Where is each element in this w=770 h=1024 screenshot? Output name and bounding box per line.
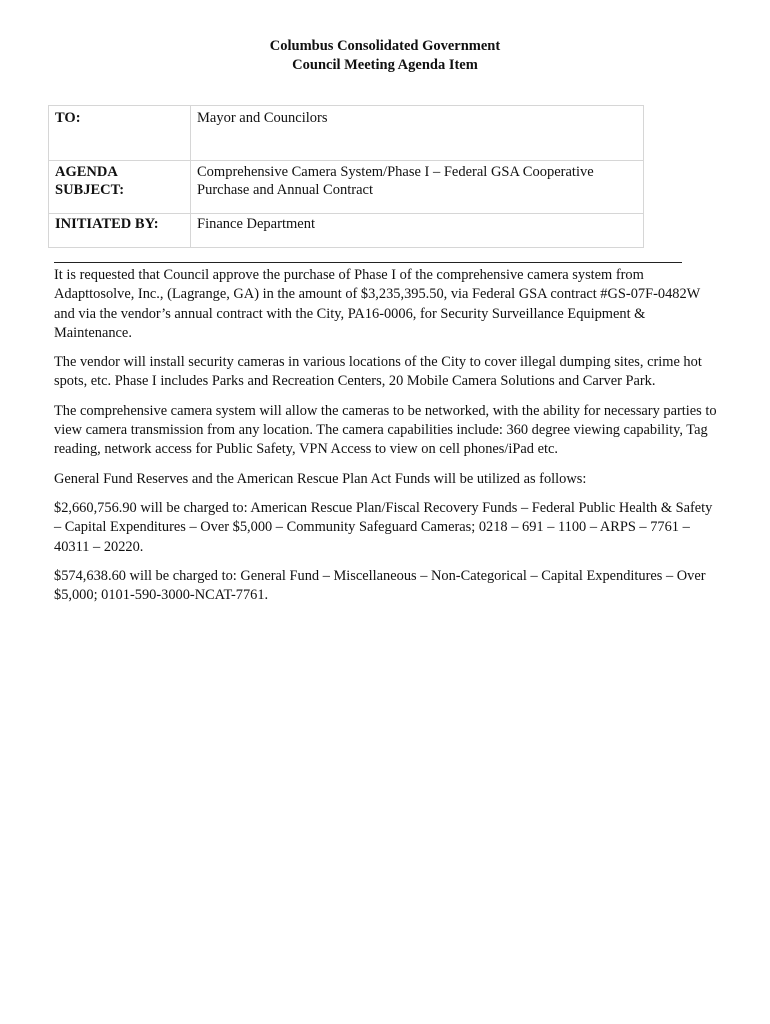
subject-value-line1: Comprehensive Camera System/Phase I – Federal GSA Cooperative: [197, 164, 594, 180]
paragraph-request: It is requested that Council approve the purchase of Phase I of the comprehensive camera system from Adapttosolve, Inc., (Lagrange, GA) in the amount of $3,235,395.50, via Federal GSA contract #GS-07F-0482W and via the vendor’s annual contract with the City, PA16-0006, for Security Surveillance Equipment & Maintenance.: [54, 267, 700, 341]
initiated-by-label: INITIATED BY:: [49, 214, 191, 248]
paragraph-capabilities: The comprehensive camera system will allow the cameras to be networked, with the ability for necessary parties to view camera transmission from any location. The camera capabilities include: 360 degree viewing capability, Tag reading, network access for Public Safety, VPN Access to view on cell phones/iPad etc.: [54, 402, 717, 458]
meta-row-to: [49, 106, 644, 161]
paragraph-arpa-charge: $2,660,756.90 will be charged to: American Rescue Plan/Fiscal Recovery Funds – Federal Public Health & Safety – Capital Expenditures – Over $5,000 – Community Safeguard Cameras; 0218 – 691 – 1100 – ARPS – 7761 – 40311 – 20220.: [54, 499, 713, 555]
document-title: Council Meeting Agenda Item: [292, 57, 478, 73]
subject-value-line2: Purchase and Annual Contract: [197, 182, 373, 198]
subject-label-line2: SUBJECT:: [55, 182, 125, 198]
document-header: [0, 37, 770, 75]
subject-label-line1: AGENDA: [55, 164, 118, 180]
to-label: TO:: [49, 106, 191, 161]
subject-value: [191, 161, 644, 214]
meta-row-subject: [49, 161, 644, 214]
paragraph-funding-intro: General Fund Reserves and the American Rescue Plan Act Funds will be utilized as follows:: [54, 470, 587, 487]
subject-label: [49, 161, 191, 214]
meta-row-initiated-by: [49, 214, 644, 248]
paragraph-general-fund-charge: $574,638.60 will be charged to: General Fund – Miscellaneous – Non-Categorical – Capital Expenditures – Over $5,000; 0101-590-3000-NCAT-7761.: [54, 567, 706, 604]
initiated-by-value: Finance Department: [191, 214, 644, 248]
agenda-meta-table: [48, 105, 644, 248]
to-value: Mayor and Councilors: [191, 106, 644, 161]
agenda-body: [54, 266, 722, 615]
organization-title: Columbus Consolidated Government: [269, 38, 501, 54]
section-divider: [54, 262, 682, 263]
paragraph-installation: The vendor will install security cameras in various locations of the City to cover illegal dumping sites, crime hot spots, etc. Phase I includes Parks and Recreation Centers, 20 Mobile Camera Solutions and Carver Park.: [54, 354, 702, 390]
